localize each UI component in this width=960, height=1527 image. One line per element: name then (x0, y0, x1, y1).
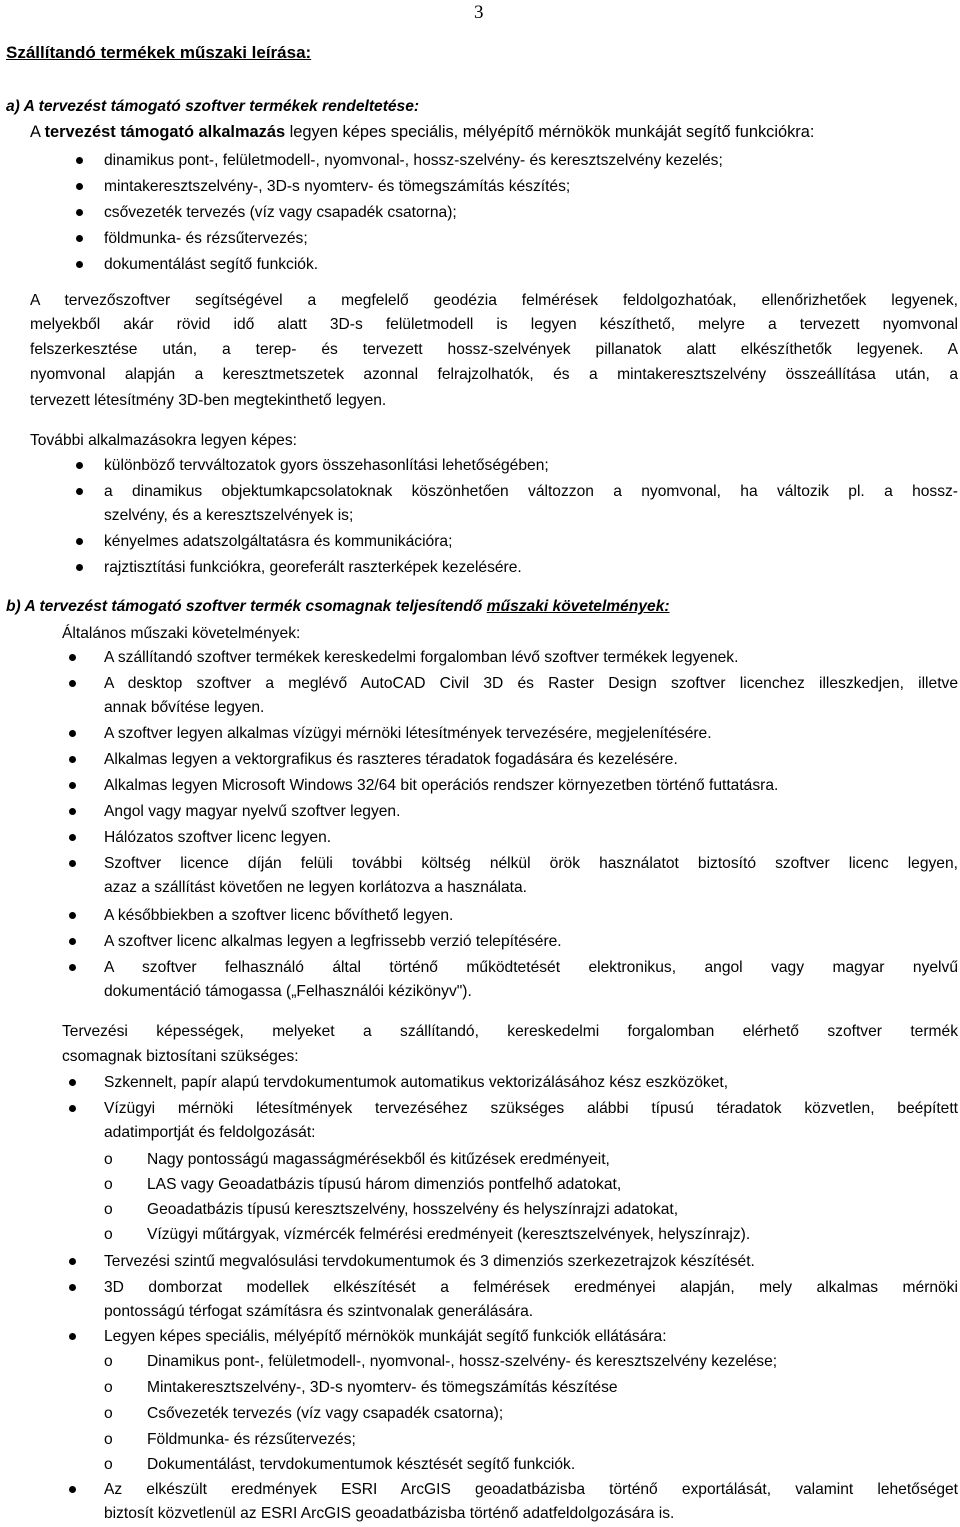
sub-bullet-marker: o (104, 1201, 113, 1218)
sub-bullet-marker: o (104, 1379, 113, 1396)
further-applications-item: rajztisztítási funkciókra, georeferált raszterképek kezelésére. (104, 559, 522, 576)
bullet-icon (69, 1333, 76, 1340)
section-b-title (6, 597, 670, 616)
general-requirement-item: annak bővítése legyen. (104, 699, 265, 716)
sub-bullet-marker: o (104, 1456, 113, 1473)
further-applications-item: szelvény, és a keresztszelvények is; (104, 507, 354, 524)
bullet-icon (69, 654, 76, 661)
bullet-icon (69, 1284, 76, 1291)
sub-bullet-marker: o (104, 1151, 113, 1168)
bullet-icon (69, 808, 76, 815)
page-number: 3 (474, 2, 484, 23)
sub-bullet-marker: o (104, 1226, 113, 1243)
general-requirement-item: Alkalmas legyen a vektorgrafikus és raszteres téradatok fogadására és kezelésére. (104, 751, 678, 768)
capability-sub-item: LAS vagy Geoadatbázis típusú három dimenziós pontfelhő adatokat, (147, 1176, 622, 1193)
sub-bullet-marker: o (104, 1353, 113, 1370)
intro-prefix: A (30, 123, 45, 141)
bullet-icon (69, 730, 76, 737)
bullet-icon (69, 860, 76, 867)
capabilities-intro-line: csomagnak biztosítani szükséges: (62, 1048, 299, 1065)
bullet-icon (76, 462, 83, 469)
general-requirements-title: Általános műszaki követelmények: (62, 625, 301, 642)
capability-item: biztosít közvetlenül az ESRI ArcGIS geoadatbázisba történő adatfeldolgozására is. (104, 1505, 675, 1522)
capability-item: Legyen képes speciális, mélyépítő mérnökök munkáját segítő funkciók ellátására: (104, 1328, 667, 1345)
capability-item: Szkennelt, papír alapú tervdokumentumok automatikus vektorizálásához kész eszközöket, (104, 1074, 729, 1091)
further-applications-item: különböző tervváltozatok gyors összehasonlítási lehetőségében; (104, 457, 549, 474)
section-b-title-underlined: műszaki követelmények: (486, 598, 670, 615)
capability-sub-item: Dokumentálást, tervdokumentumok késztését segítő funkciók. (147, 1456, 576, 1473)
capability-sub-item: Geoadatbázis típusú keresztszelvény, hosszelvény és helyszínrajzi adatokat, (147, 1201, 679, 1218)
capability-item: Az elkészült eredmények ESRI ArcGIS geoadatbázisba történő exportálását, valamint lehetőséget (104, 1481, 958, 1498)
section-a-title: a) A tervezést támogató szoftver termékek rendeltetése: (6, 98, 420, 115)
general-requirement-item: A későbbiekben a szoftver licenc bővíthető legyen. (104, 907, 454, 924)
bullet-icon (69, 964, 76, 971)
bullet-icon (69, 1258, 76, 1265)
capability-sub-item: Mintakeresztszelvény-, 3D-s nyomterv- és tömegszámítás készítése (147, 1379, 618, 1396)
bullet-icon (69, 782, 76, 789)
general-requirement-item: azaz a szállítást követően ne legyen korlátozva a használata. (104, 879, 528, 896)
bullet-icon (69, 834, 76, 841)
document-heading: Szállítandó termékek műszaki leírása: (6, 43, 312, 62)
section-a-bullet-item: mintakeresztszelvény-, 3D-s nyomterv- és tömegszámítás készítés; (104, 178, 571, 195)
further-applications-item: a dinamikus objektumkapcsolatoknak köszönhetően változzon a nyomvonal, ha változik pl. a hossz- (104, 483, 958, 500)
bullet-icon (69, 938, 76, 945)
capability-sub-item: Földmunka- és rézsűtervezés; (147, 1431, 356, 1448)
bullet-icon (69, 1079, 76, 1086)
section-a-bullet-item: földmunka- és rézsűtervezés; (104, 230, 308, 247)
bullet-icon (69, 1486, 76, 1493)
intro-bold: tervezést támogató alkalmazás (44, 123, 286, 141)
general-requirement-item: A szállítandó szoftver termékek kereskedelmi forgalomban lévő szoftver termékek legyenek. (104, 649, 739, 666)
capability-sub-item: Vízügyi műtárgyak, vízmércék felmérési eredményeit (keresztszelvények, helyszínrajz). (147, 1226, 751, 1243)
paragraph-line: felszerkesztése után, a terep- és tervezett hossz-szelvények pillanatok alatt elkészíthetők legyenek. A (30, 341, 958, 358)
sub-bullet-marker: o (104, 1176, 113, 1193)
capability-item: Vízügyi mérnöki létesítmények tervezéséhez szükséges alábbi típusú téradatok közvetlen, beépített (104, 1100, 958, 1117)
capability-item: 3D domborzat modellek elkészítését a felmérések eredményei alapján, mely alkalmas mérnöki (104, 1279, 958, 1296)
capability-sub-item: Nagy pontosságú magasságmérésekből és kitűzések eredményeit, (147, 1151, 610, 1168)
sub-bullet-marker: o (104, 1431, 113, 1448)
intro-suffix: legyen képes speciális, mélyépítő mérnökök munkáját segítő funkciókra: (285, 123, 815, 141)
general-requirement-item: dokumentáció támogassa („Felhasználói kézikönyv"). (104, 983, 472, 1000)
bullet-icon (76, 564, 83, 571)
bullet-icon (76, 538, 83, 545)
capability-sub-item: Dinamikus pont-, felületmodell-, nyomvonal-, hossz-szelvény- és keresztszelvény kezelése; (147, 1353, 778, 1370)
general-requirement-item: A szoftver felhasználó által történő működtetését elektronikus, angol vagy magyar nyelvű (104, 959, 958, 976)
bullet-icon (69, 1105, 76, 1112)
bullet-icon (69, 912, 76, 919)
general-requirement-item: Hálózatos szoftver licenc legyen. (104, 829, 332, 846)
paragraph-line: melyekből akár rövid idő alatt 3D-s felületmodell is legyen készíthető, melyre a tervezett nyomvonal (30, 316, 958, 333)
bullet-icon (69, 756, 76, 763)
paragraph-line: tervezett létesítmény 3D-ben megtekinthető legyen. (30, 392, 387, 409)
general-requirement-item: Szoftver licence díján felüli további költség nélkül örök használatot biztosító szoftver licenc legyen, (104, 855, 958, 872)
paragraph-line: nyomvonal alapján a keresztmetszetek azonnal felrajzolhatók, és a mintakeresztszelvény összeállítása után, a (30, 366, 958, 383)
bullet-icon (76, 209, 83, 216)
section-a-intro (30, 123, 814, 142)
bullet-icon (76, 183, 83, 190)
capability-item: Tervezési szintű megvalósulási tervdokumentumok és 3 dimenziós szerkezetrajzok készítését. (104, 1253, 755, 1270)
capability-sub-item: Csővezeték tervezés (víz vagy csapadék csatorna); (147, 1405, 504, 1422)
capabilities-intro-line: Tervezési képességek, melyeket a szállítandó, kereskedelmi forgalomban elérhető szoftver termék (62, 1023, 958, 1040)
bullet-icon (69, 680, 76, 687)
capability-item: pontosságú térfogat számításra és szintvonalak generálására. (104, 1303, 534, 1320)
section-b-title-prefix: b) A tervezést támogató szoftver termék csomagnak teljesítendő (6, 598, 487, 615)
further-applications-title: További alkalmazásokra legyen képes: (30, 432, 297, 449)
general-requirement-item: Alkalmas legyen Microsoft Windows 32/64 bit operációs rendszer környezetben történő futtatásra. (104, 777, 779, 794)
section-a-bullet-item: csővezeték tervezés (víz vagy csapadék csatorna); (104, 204, 457, 221)
bullet-icon (76, 235, 83, 242)
bullet-icon (76, 157, 83, 164)
further-applications-item: kényelmes adatszolgáltatásra és kommunikációra; (104, 533, 453, 550)
general-requirement-item: A desktop szoftver a meglévő AutoCAD Civil 3D és Raster Design szoftver licenchez illeszkedjen, illetve (104, 675, 958, 692)
general-requirement-item: A szoftver legyen alkalmas vízügyi mérnöki létesítmények tervezésére, megjelenítésére. (104, 725, 712, 742)
sub-bullet-marker: o (104, 1405, 113, 1422)
section-a-bullet-item: dokumentálást segítő funkciók. (104, 256, 319, 273)
general-requirement-item: A szoftver licenc alkalmas legyen a legfrissebb verzió telepítésére. (104, 933, 562, 950)
capability-item: adatimportját és feldolgozását: (104, 1124, 316, 1141)
general-requirement-item: Angol vagy magyar nyelvű szoftver legyen. (104, 803, 401, 820)
paragraph-line: A tervezőszoftver segítségével a megfelelő geodézia felmérések feldolgozhatóak, ellenőrizhetőek legyenek, (30, 292, 958, 309)
bullet-icon (76, 488, 83, 495)
section-a-bullet-item: dinamikus pont-, felületmodell-, nyomvonal-, hossz-szelvény- és keresztszelvény kezelés; (104, 152, 723, 169)
bullet-icon (76, 261, 83, 268)
